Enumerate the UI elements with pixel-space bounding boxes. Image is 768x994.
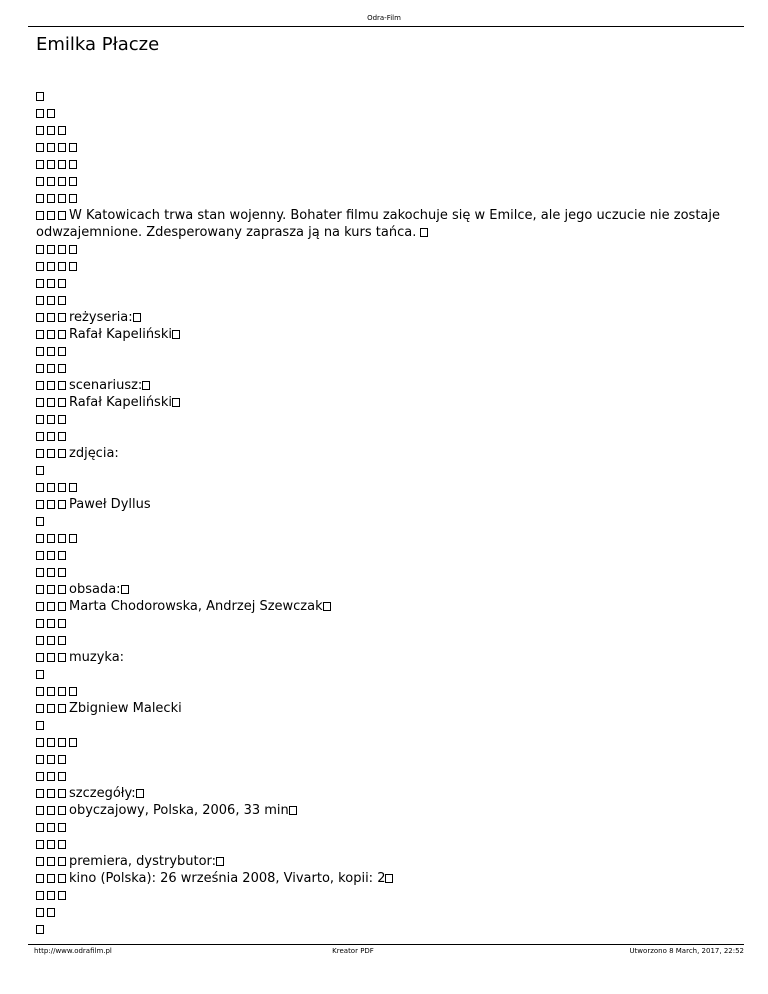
content-line bbox=[36, 479, 726, 496]
header-divider bbox=[28, 26, 744, 27]
missing-glyph-box bbox=[58, 755, 66, 764]
line-text: premiera, dystrybutor: bbox=[69, 854, 217, 869]
line-text: scenariusz: bbox=[69, 378, 143, 393]
content-line bbox=[36, 377, 726, 394]
line-text: szczegóły: bbox=[69, 786, 136, 801]
content-line bbox=[36, 853, 726, 870]
content-line bbox=[36, 122, 726, 139]
page-title: Emilka Płacze bbox=[36, 34, 160, 55]
content-line bbox=[36, 105, 726, 122]
missing-glyph-box bbox=[47, 908, 55, 917]
missing-glyph-box bbox=[36, 891, 44, 900]
missing-glyph-box bbox=[36, 908, 44, 917]
content-line bbox=[36, 241, 726, 258]
missing-glyph-box bbox=[36, 721, 44, 730]
line-text: obsada: bbox=[69, 582, 121, 597]
missing-glyph-box bbox=[47, 296, 55, 305]
missing-glyph-box bbox=[47, 347, 55, 356]
missing-glyph-box bbox=[36, 160, 44, 169]
missing-glyph-box bbox=[47, 194, 55, 203]
content-line bbox=[36, 632, 726, 649]
missing-glyph-box bbox=[36, 636, 44, 645]
content-line bbox=[36, 717, 726, 734]
missing-glyph-box bbox=[47, 483, 55, 492]
content-line bbox=[36, 258, 726, 275]
missing-glyph-box bbox=[36, 534, 44, 543]
content-line bbox=[36, 700, 726, 717]
missing-glyph-box bbox=[36, 806, 44, 815]
line-text: obyczajowy, Polska, 2006, 33 min bbox=[69, 803, 289, 818]
document-body bbox=[36, 88, 726, 938]
content-line bbox=[36, 513, 726, 530]
missing-glyph-box bbox=[36, 109, 44, 118]
missing-glyph-box bbox=[58, 568, 66, 577]
missing-glyph-box bbox=[47, 653, 55, 662]
missing-glyph-box bbox=[58, 704, 66, 713]
content-line bbox=[36, 530, 726, 547]
missing-glyph-box bbox=[58, 279, 66, 288]
content-line bbox=[36, 734, 726, 751]
footer-created-date: Utworzono 8 March, 2017, 22:52 bbox=[629, 947, 744, 955]
missing-glyph-box bbox=[36, 925, 44, 934]
content-line bbox=[36, 768, 726, 785]
missing-glyph-box bbox=[36, 772, 44, 781]
content-line bbox=[36, 326, 726, 343]
missing-glyph-box bbox=[36, 483, 44, 492]
missing-glyph-box bbox=[36, 823, 44, 832]
line-text: Rafał Kapeliński bbox=[69, 395, 172, 410]
missing-glyph-box bbox=[47, 398, 55, 407]
missing-glyph-box bbox=[58, 313, 66, 322]
missing-glyph-box bbox=[36, 874, 44, 883]
missing-glyph-box bbox=[58, 211, 66, 220]
missing-glyph-box bbox=[172, 398, 180, 407]
missing-glyph-box bbox=[36, 313, 44, 322]
content-line bbox=[36, 564, 726, 581]
missing-glyph-box bbox=[47, 177, 55, 186]
content-line bbox=[36, 139, 726, 156]
footer-url: http://www.odrafilm.pl bbox=[34, 947, 112, 955]
missing-glyph-box bbox=[58, 143, 66, 152]
missing-glyph-box bbox=[47, 432, 55, 441]
content-line bbox=[36, 360, 726, 377]
missing-glyph-box bbox=[172, 330, 180, 339]
missing-glyph-box bbox=[47, 619, 55, 628]
missing-glyph-box bbox=[58, 772, 66, 781]
missing-glyph-box bbox=[36, 551, 44, 560]
missing-glyph-box bbox=[58, 551, 66, 560]
content-line bbox=[36, 343, 726, 360]
missing-glyph-box bbox=[47, 313, 55, 322]
missing-glyph-box bbox=[58, 177, 66, 186]
missing-glyph-box bbox=[36, 840, 44, 849]
missing-glyph-box bbox=[47, 551, 55, 560]
missing-glyph-box bbox=[36, 585, 44, 594]
content-line bbox=[36, 598, 726, 615]
missing-glyph-box bbox=[58, 126, 66, 135]
content-line bbox=[36, 496, 726, 513]
missing-glyph-box bbox=[121, 585, 129, 594]
missing-glyph-box bbox=[36, 687, 44, 696]
missing-glyph-box bbox=[47, 245, 55, 254]
missing-glyph-box bbox=[47, 211, 55, 220]
line-text: reżyseria: bbox=[69, 310, 133, 325]
content-line bbox=[36, 870, 726, 887]
content-line bbox=[36, 292, 726, 309]
missing-glyph-box bbox=[58, 296, 66, 305]
missing-glyph-box bbox=[69, 687, 77, 696]
missing-glyph-box bbox=[58, 636, 66, 645]
missing-glyph-box bbox=[58, 687, 66, 696]
missing-glyph-box bbox=[58, 194, 66, 203]
missing-glyph-box bbox=[47, 568, 55, 577]
missing-glyph-box bbox=[58, 364, 66, 373]
missing-glyph-box bbox=[58, 483, 66, 492]
missing-glyph-box bbox=[47, 126, 55, 135]
missing-glyph-box bbox=[36, 568, 44, 577]
footer-creator: Kreator PDF bbox=[332, 947, 374, 955]
missing-glyph-box bbox=[47, 534, 55, 543]
missing-glyph-box bbox=[36, 398, 44, 407]
missing-glyph-box bbox=[36, 704, 44, 713]
missing-glyph-box bbox=[47, 840, 55, 849]
missing-glyph-box bbox=[36, 670, 44, 679]
missing-glyph-box bbox=[58, 262, 66, 271]
missing-glyph-box bbox=[58, 160, 66, 169]
line-text: Rafał Kapeliński bbox=[69, 327, 172, 342]
missing-glyph-box bbox=[47, 602, 55, 611]
missing-glyph-box bbox=[36, 755, 44, 764]
missing-glyph-box bbox=[36, 262, 44, 271]
missing-glyph-box bbox=[69, 177, 77, 186]
line-text: Paweł Dyllus bbox=[69, 497, 151, 512]
missing-glyph-box bbox=[58, 891, 66, 900]
missing-glyph-box bbox=[36, 296, 44, 305]
missing-glyph-box bbox=[136, 789, 144, 798]
line-text: zdjęcia: bbox=[69, 446, 119, 461]
missing-glyph-box bbox=[216, 857, 224, 866]
content-line bbox=[36, 581, 726, 598]
missing-glyph-box bbox=[36, 449, 44, 458]
content-line bbox=[36, 904, 726, 921]
missing-glyph-box bbox=[36, 517, 44, 526]
header-site-name: Odra-Film bbox=[367, 14, 401, 22]
content-line bbox=[36, 394, 726, 411]
missing-glyph-box bbox=[36, 653, 44, 662]
missing-glyph-box bbox=[58, 619, 66, 628]
missing-glyph-box bbox=[36, 279, 44, 288]
missing-glyph-box bbox=[69, 738, 77, 747]
missing-glyph-box bbox=[36, 432, 44, 441]
content-line bbox=[36, 802, 726, 819]
missing-glyph-box bbox=[58, 857, 66, 866]
missing-glyph-box bbox=[58, 449, 66, 458]
missing-glyph-box bbox=[36, 143, 44, 152]
content-line bbox=[36, 649, 726, 666]
missing-glyph-box bbox=[58, 823, 66, 832]
missing-glyph-box bbox=[47, 891, 55, 900]
line-text: Marta Chodorowska, Andrzej Szewczak bbox=[69, 599, 323, 614]
line-text: W Katowicach trwa stan wojenny. Bohater filmu zakochuje się w Emilce, ale jego uczucie nie zostaje odwzajemnione. Zdesperowany zaprasza ją na kurs tańca. bbox=[36, 208, 720, 240]
missing-glyph-box bbox=[36, 466, 44, 475]
content-line bbox=[36, 275, 726, 292]
missing-glyph-box bbox=[58, 534, 66, 543]
content-line bbox=[36, 921, 726, 938]
missing-glyph-box bbox=[36, 245, 44, 254]
line-text: Zbigniew Malecki bbox=[69, 701, 182, 716]
missing-glyph-box bbox=[47, 789, 55, 798]
missing-glyph-box bbox=[36, 857, 44, 866]
content-line bbox=[36, 462, 726, 479]
missing-glyph-box bbox=[36, 415, 44, 424]
missing-glyph-box bbox=[47, 449, 55, 458]
missing-glyph-box bbox=[36, 330, 44, 339]
missing-glyph-box bbox=[58, 653, 66, 662]
missing-glyph-box bbox=[36, 619, 44, 628]
missing-glyph-box bbox=[47, 738, 55, 747]
content-line bbox=[36, 666, 726, 683]
missing-glyph-box bbox=[142, 381, 150, 390]
missing-glyph-box bbox=[69, 483, 77, 492]
missing-glyph-box bbox=[36, 177, 44, 186]
content-line bbox=[36, 836, 726, 853]
missing-glyph-box bbox=[47, 330, 55, 339]
missing-glyph-box bbox=[47, 381, 55, 390]
missing-glyph-box bbox=[58, 585, 66, 594]
missing-glyph-box bbox=[36, 381, 44, 390]
content-line bbox=[36, 819, 726, 836]
missing-glyph-box bbox=[58, 602, 66, 611]
content-line bbox=[36, 411, 726, 428]
content-line bbox=[36, 615, 726, 632]
missing-glyph-box bbox=[47, 500, 55, 509]
line-text: kino (Polska): 26 września 2008, Vivarto, kopii: 2 bbox=[69, 871, 386, 886]
content-line bbox=[36, 445, 726, 462]
missing-glyph-box bbox=[58, 381, 66, 390]
missing-glyph-box bbox=[58, 789, 66, 798]
missing-glyph-box bbox=[36, 500, 44, 509]
missing-glyph-box bbox=[36, 738, 44, 747]
missing-glyph-box bbox=[36, 194, 44, 203]
footer-divider bbox=[28, 944, 744, 945]
missing-glyph-box bbox=[58, 415, 66, 424]
line-text: muzyka: bbox=[69, 650, 125, 665]
missing-glyph-box bbox=[289, 806, 297, 815]
missing-glyph-box bbox=[58, 245, 66, 254]
missing-glyph-box bbox=[69, 534, 77, 543]
missing-glyph-box bbox=[47, 687, 55, 696]
missing-glyph-box bbox=[420, 228, 428, 237]
missing-glyph-box bbox=[47, 806, 55, 815]
content-line bbox=[36, 751, 726, 768]
missing-glyph-box bbox=[58, 840, 66, 849]
missing-glyph-box bbox=[36, 602, 44, 611]
content-line bbox=[36, 309, 726, 326]
missing-glyph-box bbox=[58, 398, 66, 407]
missing-glyph-box bbox=[47, 772, 55, 781]
content-line bbox=[36, 785, 726, 802]
missing-glyph-box bbox=[47, 143, 55, 152]
missing-glyph-box bbox=[47, 857, 55, 866]
missing-glyph-box bbox=[58, 500, 66, 509]
content-line bbox=[36, 156, 726, 173]
content-line bbox=[36, 428, 726, 445]
missing-glyph-box bbox=[69, 143, 77, 152]
missing-glyph-box bbox=[133, 313, 141, 322]
missing-glyph-box bbox=[47, 415, 55, 424]
missing-glyph-box bbox=[69, 160, 77, 169]
content-line bbox=[36, 173, 726, 190]
missing-glyph-box bbox=[58, 330, 66, 339]
missing-glyph-box bbox=[58, 432, 66, 441]
missing-glyph-box bbox=[47, 109, 55, 118]
missing-glyph-box bbox=[47, 364, 55, 373]
content-line bbox=[36, 88, 726, 105]
missing-glyph-box bbox=[47, 636, 55, 645]
missing-glyph-box bbox=[385, 874, 393, 883]
missing-glyph-box bbox=[36, 92, 44, 101]
missing-glyph-box bbox=[323, 602, 331, 611]
missing-glyph-box bbox=[47, 874, 55, 883]
missing-glyph-box bbox=[69, 245, 77, 254]
missing-glyph-box bbox=[47, 823, 55, 832]
content-line bbox=[36, 547, 726, 564]
content-line bbox=[36, 887, 726, 904]
missing-glyph-box bbox=[36, 211, 44, 220]
missing-glyph-box bbox=[47, 279, 55, 288]
content-line bbox=[36, 683, 726, 700]
missing-glyph-box bbox=[58, 874, 66, 883]
missing-glyph-box bbox=[47, 755, 55, 764]
missing-glyph-box bbox=[69, 262, 77, 271]
missing-glyph-box bbox=[58, 738, 66, 747]
missing-glyph-box bbox=[36, 126, 44, 135]
content-line bbox=[36, 190, 726, 207]
missing-glyph-box bbox=[58, 806, 66, 815]
missing-glyph-box bbox=[47, 585, 55, 594]
missing-glyph-box bbox=[47, 704, 55, 713]
content-line bbox=[36, 207, 726, 241]
missing-glyph-box bbox=[47, 262, 55, 271]
missing-glyph-box bbox=[47, 160, 55, 169]
missing-glyph-box bbox=[69, 194, 77, 203]
missing-glyph-box bbox=[36, 364, 44, 373]
missing-glyph-box bbox=[58, 347, 66, 356]
missing-glyph-box bbox=[36, 789, 44, 798]
missing-glyph-box bbox=[36, 347, 44, 356]
